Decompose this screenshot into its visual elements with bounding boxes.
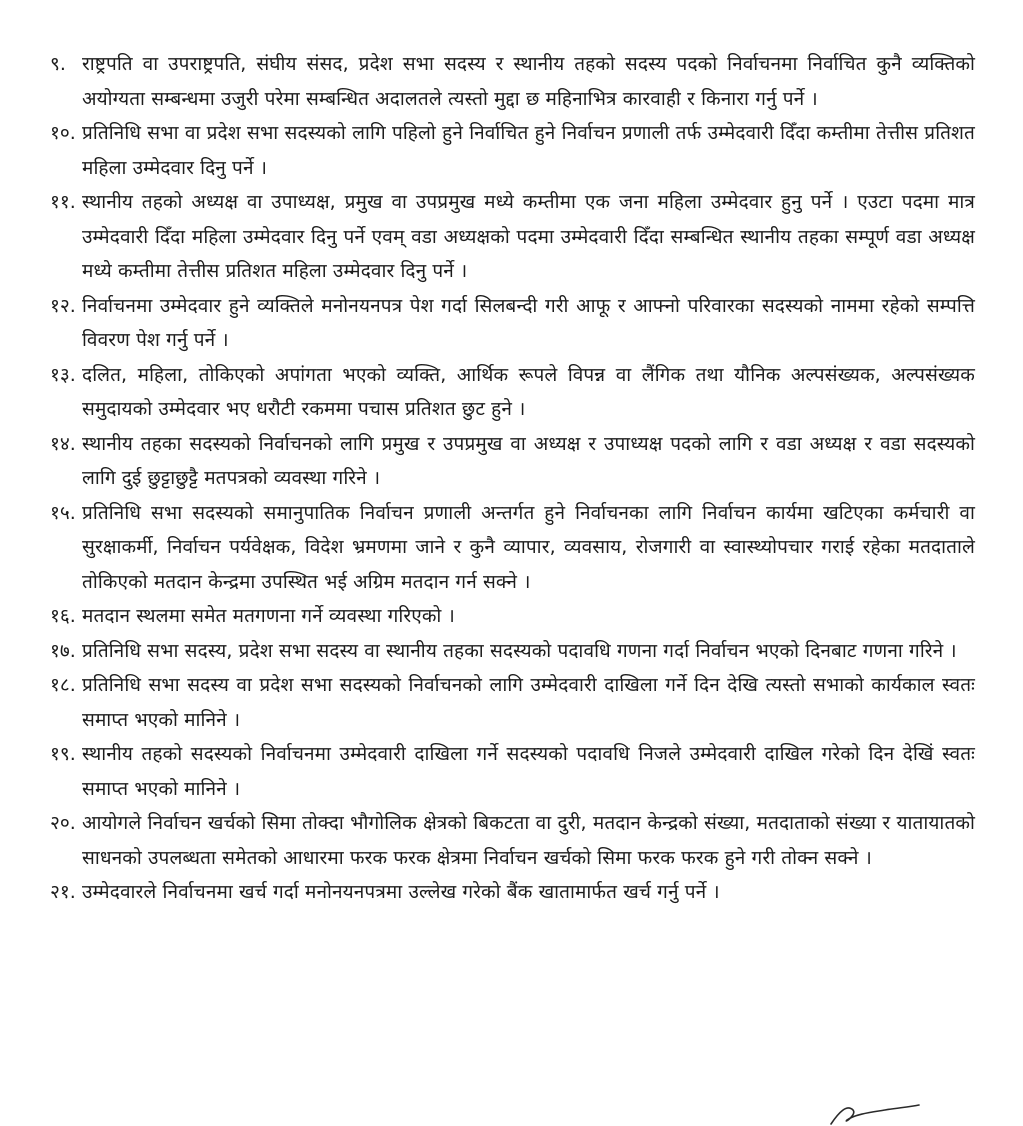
list-item <box>0 599 1023 634</box>
item-text: दलित, महिला, तोकिएको अपांगता भएको व्यक्ति, आर्थिक रूपले विपन्न वा लैंगिक तथा यौनिक अल्पसंख्यक, अल्पसंख्यक समुदायको उम्मेदवार भए धरौटी रकममा पचास प्रतिशत छुट हुने । <box>82 363 975 420</box>
list-item <box>0 668 1023 737</box>
item-number: २०. <box>50 812 76 834</box>
list-item <box>0 737 1023 806</box>
list-item <box>0 496 1023 600</box>
list-item <box>0 875 1023 910</box>
item-number: १२. <box>50 294 76 317</box>
signature-mark <box>813 1102 923 1126</box>
list-item <box>0 806 1023 875</box>
list-item <box>0 358 1023 427</box>
item-number: १६. <box>50 605 76 627</box>
item-text: उम्मेदवारले निर्वाचनमा खर्च गर्दा मनोनयनपत्रमा उल्लेख गरेको बैंक खातामार्फत खर्च गर्नु पर्ने । <box>82 881 720 903</box>
item-number: १५. <box>50 501 76 524</box>
list-item <box>0 185 1023 289</box>
item-text: निर्वाचनमा उम्मेदवार हुने व्यक्तिले मनोनयनपत्र पेश गर्दा सिलबन्दी गरी आफू र आफ्नो परिवारका सदस्यको नाममा रहेको सम्पत्ति विवरण पेश गर्नु पर्ने । <box>82 294 975 351</box>
item-number: १७. <box>50 639 76 662</box>
item-text: स्थानीय तहका सदस्यको निर्वाचनको लागि प्रमुख र उपप्रमुख वा अध्यक्ष र उपाध्यक्ष पदको लागि र वडा अध्यक्ष र वडा सदस्यको लागि दुई छुट्टाछुट्टै मतपत्रको व्यवस्था गरिने । <box>82 432 975 489</box>
list-item <box>0 427 1023 496</box>
item-number: १३. <box>50 363 76 386</box>
item-text: मतदान स्थलमा समेत मतगणना गर्ने व्यवस्था गरिएको । <box>82 605 455 627</box>
item-number: १०. <box>50 122 76 144</box>
item-text: प्रतिनिधि सभा सदस्य, प्रदेश सभा सदस्य वा स्थानीय तहका सदस्यको पदावधि गणना गर्दा निर्वाचन भएको दिनबाट गणना गरिने । <box>82 639 957 662</box>
item-number: ९. <box>50 53 66 75</box>
item-text: प्रतिनिधि सभा सदस्य वा प्रदेश सभा सदस्यको निर्वाचनको लागि उम्मेदवारी दाखिला गर्ने दिन देखि त्यस्तो सभाको कार्यकाल स्वतः समाप्त भएको मानिने । <box>82 674 975 731</box>
item-number: १४. <box>50 432 76 455</box>
item-text: प्रतिनिधि सभा वा प्रदेश सभा सदस्यको लागि पहिलो हुने निर्वाचित हुने निर्वाचन प्रणाली तर्फ उम्मेदवारी दिँदा कम्तीमा तेत्तीस प्रतिशत महिला उम्मेदवार दिनु पर्ने । <box>82 122 975 179</box>
list-item <box>0 634 1023 669</box>
item-text: आयोगले निर्वाचन खर्चको सिमा तोक्दा भौगोलिक क्षेत्रको बिकटता वा दुरी, मतदान केन्द्रको संख्या, मतदाताको संख्या र यातायातको साधनको उपलब्धता समेतको आधारमा फरक फरक क्षेत्रमा निर्वाचन खर्चको सिमा फरक फरक हुने गरी तोक्न सक्ने । <box>82 812 975 869</box>
item-number: २१. <box>50 881 76 903</box>
item-text: राष्ट्रपति वा उपराष्ट्रपति, संघीय संसद, प्रदेश सभा सदस्य र स्थानीय तहको सदस्य पदको निर्वाचनमा निर्वाचित कुनै व्यक्तिको अयोग्यता सम्बन्धमा उजुरी परेमा सम्बन्धित अदालतले त्यस्तो मुद्दा छ महिनाभित्र कारवाही र किनारा गर्नु पर्ने । <box>82 53 975 110</box>
item-number: १८. <box>50 674 76 696</box>
item-text: प्रतिनिधि सभा सदस्यको समानुपातिक निर्वाचन प्रणाली अन्तर्गत हुने निर्वाचनका लागि निर्वाचन कार्यमा खटिएका कर्मचारी वा सुरक्षाकर्मी, निर्वाचन पर्यवेक्षक, विदेश भ्रमणमा जाने र कुनै व्यापार, व्यवसाय, रोजगारी वा स्वास्थ्योपचार गराई रहेका मतदाताले तोकिएको मतदान केन्द्रमा उपस्थित भई अग्रिम मतदान गर्न सक्ने । <box>82 501 975 593</box>
list-item <box>0 289 1023 358</box>
item-number: १९. <box>50 743 76 765</box>
item-number: ११. <box>50 191 76 213</box>
list-item <box>0 47 1023 116</box>
list-item <box>0 116 1023 185</box>
item-text: स्थानीय तहको सदस्यको निर्वाचनमा उम्मेदवारी दाखिला गर्ने सदस्यको पदावधि निजले उम्मेदवारी दाखिल गरेको दिन देखिं स्वतः समाप्त भएको मानिने । <box>82 743 975 800</box>
item-text: स्थानीय तहको अध्यक्ष वा उपाध्यक्ष, प्रमुख वा उपप्रमुख मध्ये कम्तीमा एक जना महिला उम्मेदवार हुनु पर्ने । एउटा पदमा मात्र उम्मेदवारी दिँदा महिला उम्मेदवार दिनु पर्ने एवम् वडा अध्यक्षको पदमा उम्मेदवारी दिँदा सम्बन्धित स्थानीय तहका सम्पूर्ण वडा अध्यक्ष मध्ये कम्तीमा तेत्तीस प्रतिशत महिला उम्मेदवार दिनु पर्ने । <box>82 191 975 282</box>
